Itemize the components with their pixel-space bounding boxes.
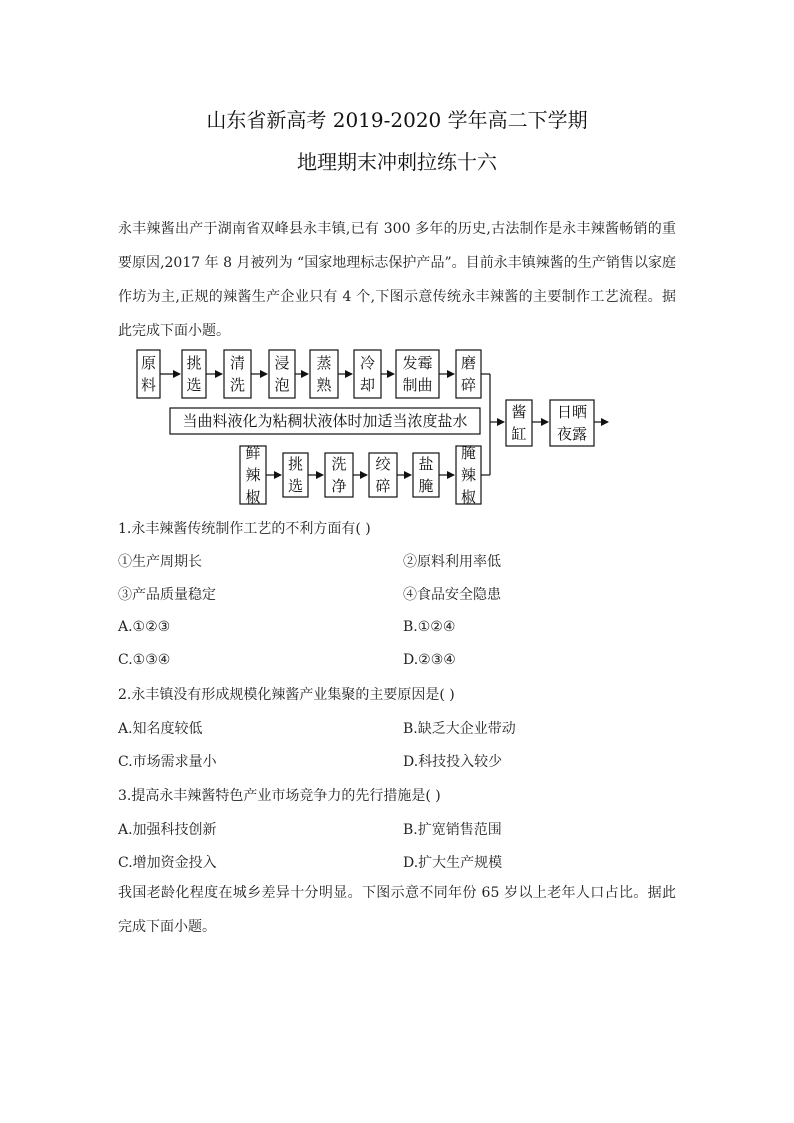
svg-text:辣: 辣 [245, 466, 261, 484]
flow-boxes [137, 350, 594, 506]
svg-text:日晒: 日晒 [556, 403, 588, 421]
svg-text:椒: 椒 [245, 488, 261, 506]
svg-text:熟: 熟 [316, 376, 332, 394]
q3-option-c: C.增加资金投入 [118, 855, 217, 871]
svg-text:当曲料液化为粘稠状液体时加适当浓度盐水: 当曲料液化为粘稠状液体时加适当浓度盐水 [182, 412, 468, 430]
q2-option-b: B.缺乏大企业带动 [403, 721, 516, 737]
q1-option-a: A.①②③ [118, 619, 171, 635]
svg-text:夜露: 夜露 [556, 425, 588, 443]
intro-paragraph-2: 我国老龄化程度在城乡差异十分明显。下图示意不同年份 65 岁以上老年人口占比。据此完成下面小题。 [118, 885, 676, 935]
flow-step-row3-4 [369, 453, 397, 497]
svg-text:挑: 挑 [186, 354, 202, 372]
flow-step-row3-1 [240, 444, 266, 506]
svg-text:原: 原 [140, 354, 157, 372]
svg-text:盐: 盐 [418, 455, 434, 473]
svg-text:蒸: 蒸 [316, 354, 332, 372]
svg-text:腌: 腌 [418, 477, 434, 495]
q3-option-a: A.加强科技创新 [118, 822, 217, 838]
flow-step-row1-7 [396, 350, 439, 398]
flow-step-row1-4 [269, 350, 295, 398]
svg-text:选: 选 [186, 376, 202, 394]
svg-text:绞: 绞 [375, 455, 391, 473]
document-title-line1: 山东省新高考 2019-2020 学年高二下学期 [206, 108, 588, 132]
svg-text:鲜: 鲜 [245, 444, 261, 462]
q1-option-b: B.①②④ [403, 619, 456, 635]
svg-text:浸: 浸 [274, 354, 290, 372]
svg-text:洗: 洗 [331, 455, 347, 473]
svg-text:却: 却 [359, 376, 376, 394]
q1-item-3: ③产品质量稳定 [118, 587, 216, 603]
process-flowchart [0, 0, 794, 520]
svg-text:清: 清 [229, 354, 246, 372]
q3-option-b: B.扩宽销售范围 [403, 822, 502, 838]
svg-text:冷: 冷 [359, 354, 376, 372]
q3-option-d: D.扩大生产规模 [403, 855, 503, 871]
flow-step-row3-5 [413, 453, 439, 497]
svg-text:酱: 酱 [511, 403, 527, 421]
q1-item-2: ②原料利用率低 [403, 554, 501, 570]
q2-option-d: D.科技投入较少 [403, 754, 503, 770]
q2-option-c: C.市场需求量小 [118, 754, 217, 770]
svg-text:洗: 洗 [229, 376, 246, 394]
intro-paragraph-1: 永丰辣酱出产于湖南省双峰县永丰镇,已有 300 多年的历史,古法制作是永丰辣酱畅销的重要原因,2017 年 8 月被列为 “国家地理标志保护产品”。目前永丰镇辣酱的生产销售以家庭作坊为主,正规的辣酱生产企业只有 4 个,下图示意传统永丰辣酱的主要制作工艺流程。据此完成下面小题。 [118, 221, 676, 339]
flow-step-row1-5 [310, 350, 338, 398]
svg-text:挑: 挑 [287, 455, 304, 473]
svg-text:泡: 泡 [274, 376, 290, 394]
svg-text:净: 净 [331, 477, 347, 495]
flow-step-jar [506, 400, 532, 446]
q1-option-c: C.①③④ [118, 652, 171, 668]
svg-text:制曲: 制曲 [402, 376, 433, 394]
flow-step-row1-6 [354, 350, 381, 398]
svg-text:碎: 碎 [375, 477, 391, 495]
question-2-stem: 2.永丰镇没有形成规模化辣酱产业集聚的主要原因是( ) [118, 687, 455, 703]
flow-note-brine [170, 408, 480, 434]
document-title-line2: 地理期末冲刺拉练十六 [297, 150, 497, 174]
q1-item-4: ④食品安全隐患 [403, 587, 501, 603]
svg-text:磨: 磨 [460, 354, 477, 372]
question-1-stem: 1.永丰辣酱传统制作工艺的不利方面有( ) [118, 521, 371, 537]
question-3-stem: 3.提高永丰辣酱特色产业市场竞争力的先行措施是( ) [118, 788, 441, 804]
q1-item-1: ①生产周期长 [118, 554, 202, 570]
flow-step-row3-2 [283, 453, 308, 497]
svg-text:缸: 缸 [511, 425, 527, 443]
flow-step-sun-dew [550, 400, 594, 446]
q2-option-a: A.知名度较低 [118, 721, 203, 737]
flow-step-row1-8 [456, 350, 481, 398]
flow-step-row1-1 [137, 350, 160, 398]
svg-text:椒: 椒 [460, 488, 477, 506]
svg-text:选: 选 [287, 477, 304, 495]
flow-step-row3-6 [456, 444, 481, 506]
flow-step-row1-2 [182, 350, 206, 398]
svg-text:碎: 碎 [460, 376, 477, 394]
flow-step-row3-3 [325, 453, 353, 497]
svg-text:腌: 腌 [460, 444, 477, 462]
q1-option-d: D.②③④ [403, 652, 456, 668]
svg-text:发霉: 发霉 [402, 354, 433, 372]
flow-step-row1-3 [224, 350, 251, 398]
svg-text:辣: 辣 [460, 466, 477, 484]
svg-text:料: 料 [140, 376, 157, 394]
